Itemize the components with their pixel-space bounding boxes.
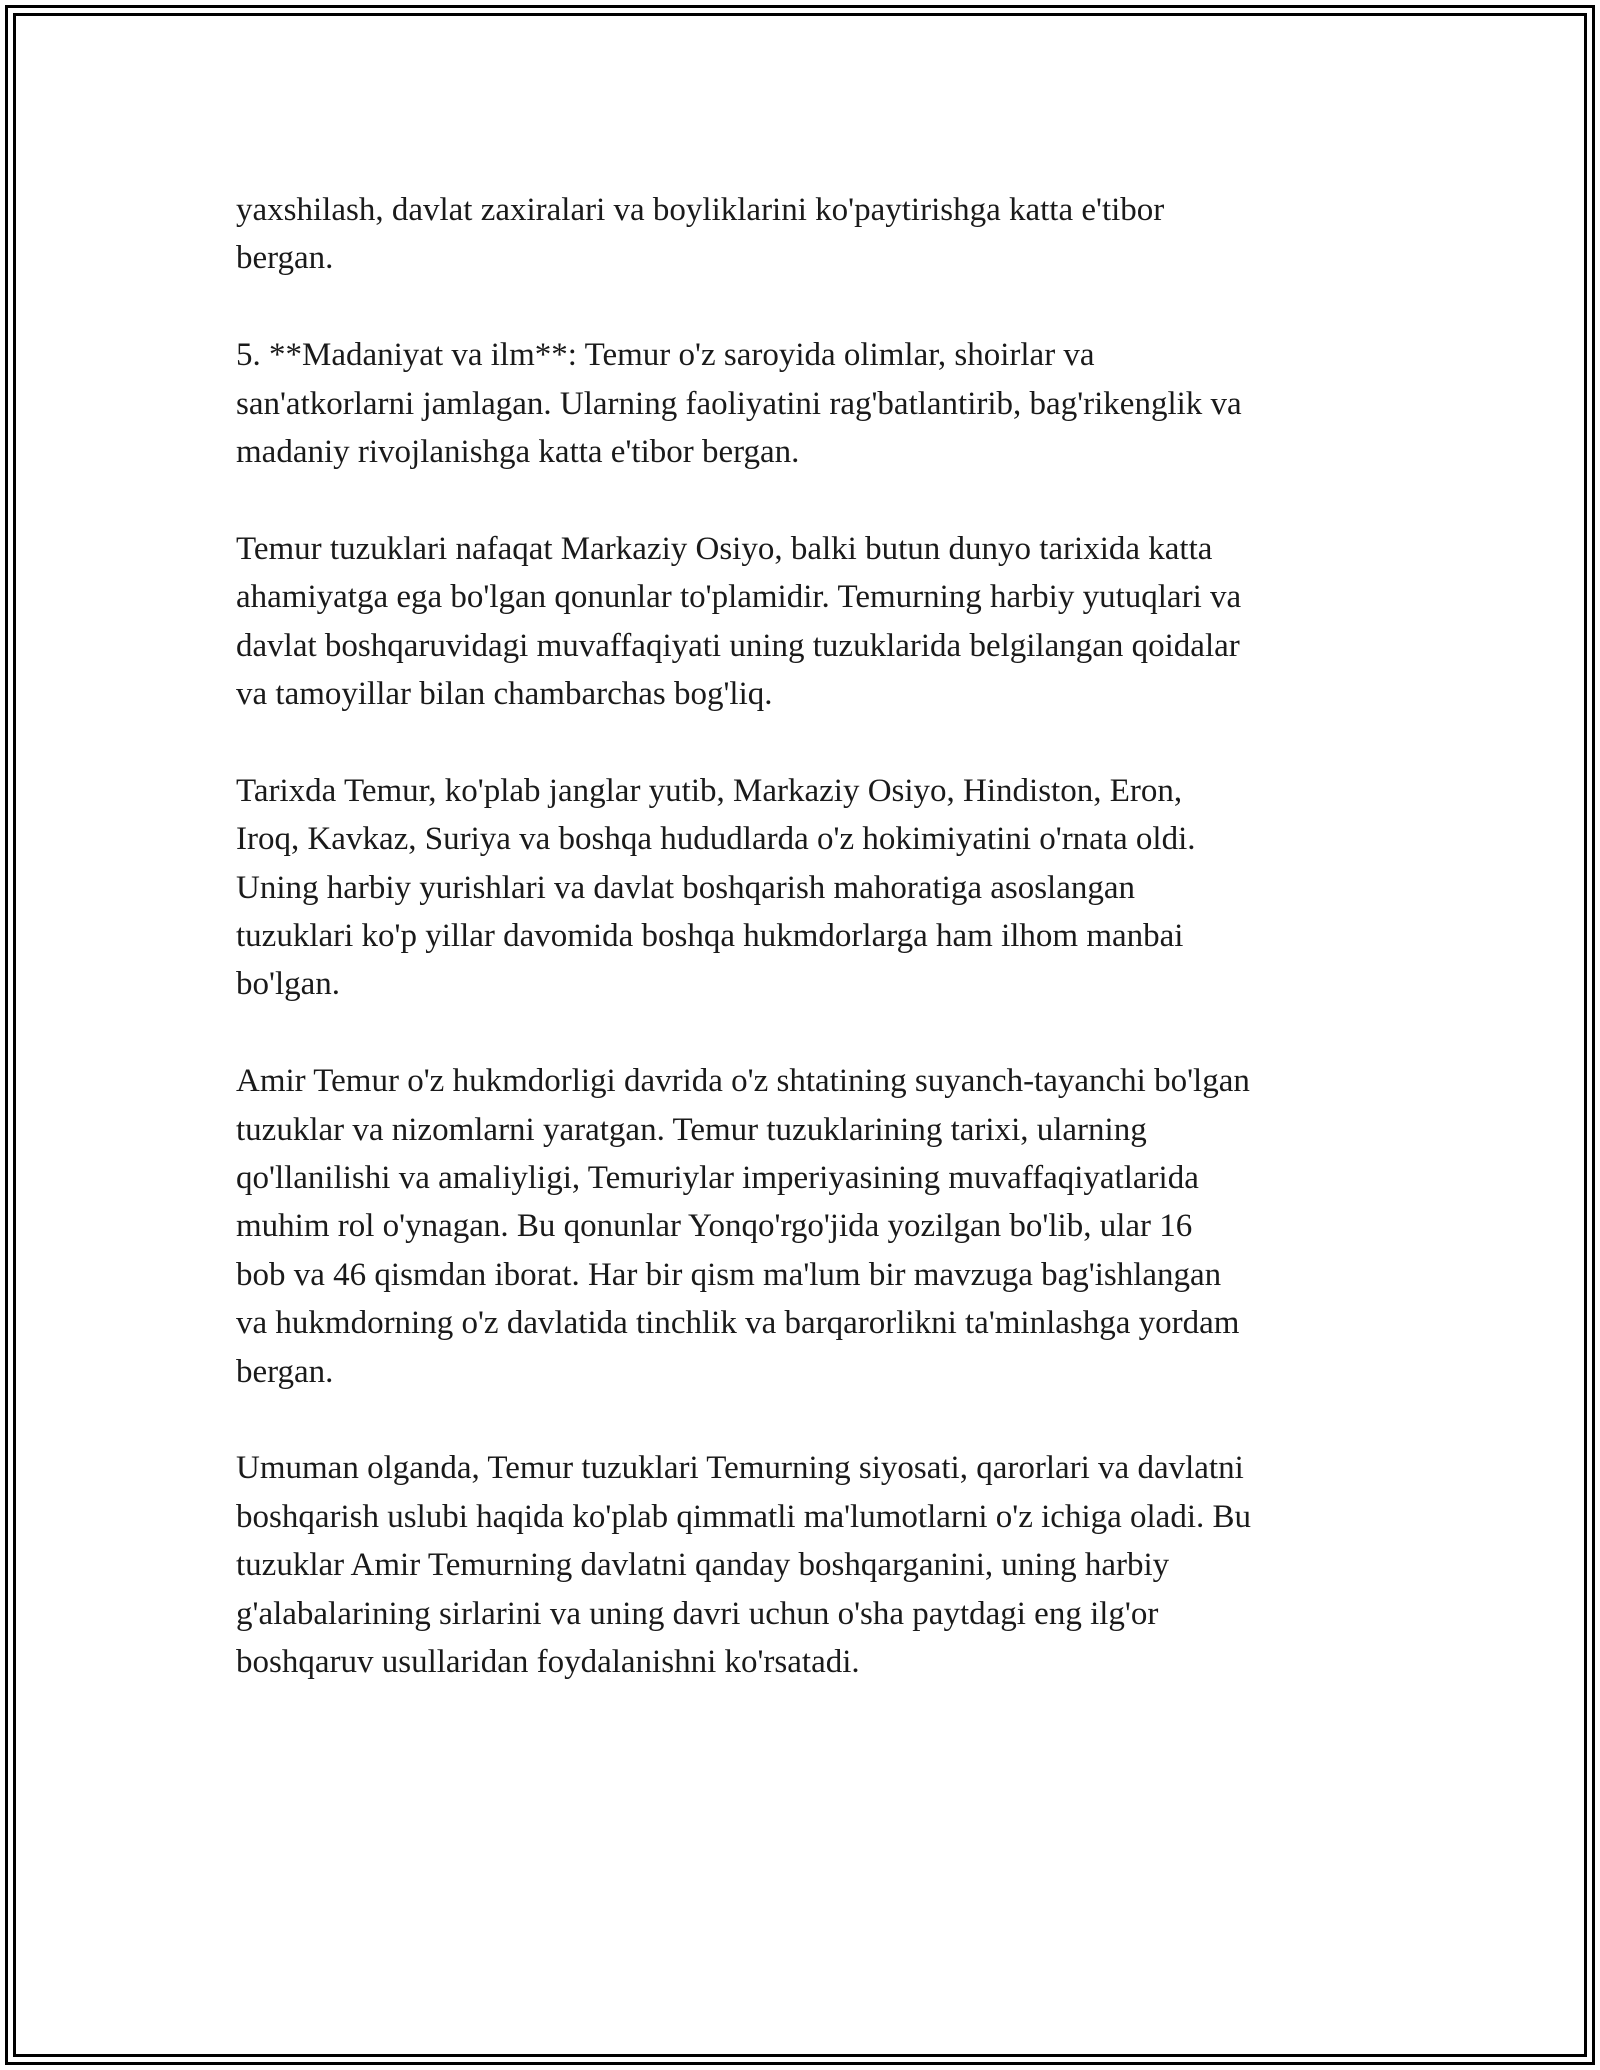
paragraph-history — [236, 767, 1376, 1009]
text-line: boshqaruv usullaridan foydalanishni ko'rsatadi. — [236, 1644, 860, 1681]
text-line: boshqarish uslubi haqida ko'plab qimmatli ma'lumotlarni o'z ichiga oladi. Bu — [236, 1498, 1252, 1535]
paragraph-gap — [236, 1396, 1376, 1444]
text-line: davlat boshqaruvidagi muvaffaqiyati uning tuzuklarida belgilangan qoidalar — [236, 627, 1240, 664]
text-line: g'alabalarining sirlarini va uning davri uchun o'sha paytdagi eng ilg'or — [236, 1595, 1159, 1632]
paragraph-conclusion — [236, 1444, 1376, 1686]
paragraph-gap — [236, 476, 1376, 524]
text-line: tuzuklari ko'p yillar davomida boshqa hukmdorlarga ham ilhom manbai — [236, 918, 1184, 955]
text-line: va tamoyillar bilan chambarchas bog'liq. — [236, 676, 773, 713]
text-line: bob va 46 qismdan iborat. Har bir qism ma'lum bir mavzuga bag'ishlangan — [236, 1256, 1222, 1293]
text-line: madaniy rivojlanishga katta e'tibor bergan. — [236, 434, 800, 471]
text-line: 5. **Madaniyat va ilm**: Temur o'z saroyida olimlar, shoirlar va — [236, 337, 1095, 374]
paragraph-importance — [236, 525, 1376, 719]
text-line: qo'llanilishi va amaliyligi, Temuriylar imperiyasining muvaffaqiyatlarida — [236, 1160, 1199, 1197]
text-line: bergan. — [236, 1353, 334, 1390]
paragraph-continuation — [236, 186, 1376, 283]
text-line: bergan. — [236, 240, 334, 277]
text-line: tuzuklar va nizomlarni yaratgan. Temur tuzuklarining tarixi, ularning — [236, 1111, 1147, 1148]
text-line: Umuman olganda, Temur tuzuklari Temurning siyosati, qarorlari va davlatni — [236, 1450, 1244, 1487]
paragraph-gap — [236, 283, 1376, 331]
text-line: tuzuklar Amir Temurning davlatni qanday boshqarganini, uning harbiy — [236, 1547, 1170, 1584]
paragraph-culture — [236, 331, 1376, 476]
paragraph-gap — [236, 1009, 1376, 1057]
text-line: san'atkorlarni jamlagan. Ularning faoliyatini rag'batlantirib, bag'rikenglik va — [236, 385, 1242, 422]
text-line: Amir Temur o'z hukmdorligi davrida o'z shtatining suyanch-tayanchi bo'lgan — [236, 1063, 1250, 1100]
document-body — [236, 186, 1376, 1687]
text-line: muhim rol o'ynagan. Bu qonunlar Yonqo'rgo'jida yozilgan bo'lib, ular 16 — [236, 1208, 1193, 1245]
text-line: Iroq, Kavkaz, Suriya va boshqa hududlarda o'z hokimiyatini o'rnata oldi. — [236, 821, 1196, 858]
text-line: va hukmdorning o'z davlatida tinchlik va barqarorlikni ta'minlashga yordam — [236, 1305, 1240, 1342]
paragraph-rulership — [236, 1057, 1376, 1396]
text-line: yaxshilash, davlat zaxiralari va boyliklarini ko'paytirishga katta e'tibor — [236, 192, 1165, 228]
text-line: Temur tuzuklari nafaqat Markaziy Osiyo, balki butun dunyo tarixida katta — [236, 530, 1213, 567]
paragraph-gap — [236, 718, 1376, 766]
text-line: Uning harbiy yurishlari va davlat boshqarish mahoratiga asoslangan — [236, 869, 1136, 906]
text-line: bo'lgan. — [236, 966, 341, 1003]
text-line: Tarixda Temur, ko'plab janglar yutib, Markaziy Osiyo, Hindiston, Eron, — [236, 772, 1183, 809]
text-line: ahamiyatga ega bo'lgan qonunlar to'plamidir. Temurning harbiy yutuqlari va — [236, 579, 1242, 616]
